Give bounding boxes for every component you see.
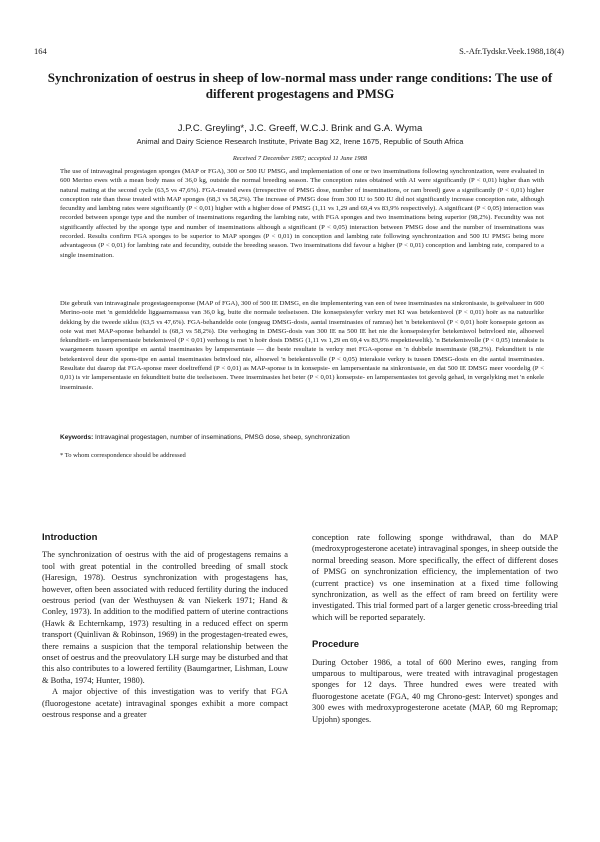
keywords [60,434,544,441]
introduction-paragraph-1: The synchronization of oestrus with the aid of progestagens remains a tool with great potential in the controlled breeding of small stock (Haresign, 1978). Oestrus synchronization with progestagens has, however, often been associated with reduced fertility during the induced oestrous period (van der Westhuysen & van Niekerk 1971; Hand & Conley, 1973). In addition to the modified pattern of uterine contractions (Hawk & Echternkamp, 1973) resulting in a reduced effect on sperm transport (Quinlivan & Robinson, 1969) in the progestagen-treated ewes, there remains a suspicion that the temporal relationship between the onset of oestrus and the preovulatory LH surge may be disturbed and that this also contributes to a lowered fertility (Baumgartner, Lishman, Louw & Botha, 1974; Hunter, 1980). [42,550,288,685]
introduction-paragraph-2-continued: conception rate following sponge withdrawal, than do MAP (medroxyprogesterone acetate) intravaginal sponges, in sheep outside the normal breeding season. More specifically, the effect of different doses of PMSG on synchronization efficiency, the implementation of two (current practice) vs one insemination at a fixed time following synchronization, as well as the effect of ram breed on fertility were investigated. This trial formed part of a larger genetic cross-breeding trial which will be reported separately. [312,533,558,622]
correspondence-footnote: * To whom correspondence should be addressed [60,452,186,459]
authors: J.P.C. Greyling*, J.C. Greeff, W.C.J. Brink and G.A. Wyma [177,123,423,134]
procedure-paragraph-1: During October 1986, a total of 600 Merino ewes, ranging from umparous to multiparous, were treated with intravaginal progestagen sponges for 12 days. Three hundred ewes were treated with fluorogestone acetate (FGA, 40 mg Chrono-gest: Intervet) sponges and 300 ewes with medroxyprogesterone acetate (MAP, 60 mg Repromap; Upjohn) sponges. [312,657,558,724]
abstract-afrikaans: Die gebruik van intravaginale progestageensponse (MAP of FGA), 300 of 500 IE DMSG, en die implementering van een of twee inseminasies na sinkronisasie, is geëvalueer in 600 Merino-ooie met 'n gemiddelde liggaamsmassa van 36,0 kg, buite die normale teelseisoen. Die konsepsiesyfer verkry met KI was betekenisvol (P < 0,01) hoër as na natuurlike dekking by die tweede siklus (63,5 vs 47,6%). FGA-behandelde ooie (ongeag DMSG-dosis, aantal inseminasies of ramras) het 'n betekenisvol (P < 0,01) hoër konsepsie getoon as ooie wat met MAP-sponse behandel is (68,3 vs 58,2%). Die verhoging in DMSG-dosis van 300 IE na 500 IE het nie die konsepsiesyfer betekenisvol beïnvloed nie, alhoewel fekunditeit- en lampersentasie betekenisvol (P < 0,01) verhoog is met 'n hoër dosis DMSG (1,11 vs 1,29 en 69,4 vs 83,9% respektiewelik). 'n Betekenisvolle (P < 0,05) interaksie is waargeneem tussen spontipe en aantal inseminasies by lampersentasie — die beste resultate is verkry met FGA-sponse en 'n dubbele inseminasie (98,2%). Fekunditeit is nie betekenisvol deur die spons-tipe en aantal inseminasies beïnvloed nie, alhoewel 'n betekenisvolle (P < 0,05) interaksie verkry is tussen DMSG-dosis en die aantal inseminasies. Resultate dui daarop dat FGA-sponse meer doeltreffend (P < 0,01) as MAP-sponse is in konsepsie- en lampersentasie na sinkronisasie, en dat 500 IE DMSG meer voordelig (P < 0,01) is vir lampersentasie en fekunditeit buite die teelseisoen. Twee inseminasies het beter (P < 0,01) konsepsie- en lampersentasies tot gevolg gehad, in vergelyking met 'n enkele inseminasie. [60,300,544,391]
keywords-text: Intravaginal progestagen, number of inseminations, PMSG dose, sheep, synchronization [95,434,350,441]
received-dates: Received 7 December 1987; accepted 11 June 1988 [232,155,368,162]
paper-title: Synchronization of oestrus in sheep of low-normal mass under range conditions: The use of different progestagens and PMSG [47,70,553,101]
affiliation: Animal and Dairy Science Research Institute, Private Bag X2, Irene 1675, Republic of South Africa [136,137,464,146]
right-column [312,532,558,725]
introduction-paragraph-2: A major objective of this investigation was to verify that FGA (fluorogestone acetate) intravaginal sponges exhibit a more compact oestrous response and a greater [42,687,288,720]
procedure-heading: Procedure [312,639,359,651]
keywords-label: Keywords: [60,434,94,441]
left-column [42,532,288,721]
introduction-heading: Introduction [42,532,98,543]
journal-reference: S.-Afr.Tydskr.Veek.1988,18(4) [459,46,564,56]
page-number: 164 [34,46,47,56]
abstract-english: The use of intravaginal progestagen sponges (MAP or FGA), 300 or 500 IU PMSG, and implementation of one or two inseminations following synchronization, were evaluated in 600 Merino ewes with a mean body mass of 36,0 kg, outside the normal breeding season. The conception rates obtained with AI were significantly (P < 0,01) higher than with natural mating at the second cycle (63,5 vs 47,6%). FGA-treated ewes (irrespective of PMSG dose, number of inseminations, or ram breed) gave a significantly (P < 0,01) higher conception rate than those treated with MAP sponges (68,3 vs 58,2%). The increase of PMSG dose from 300 IU to 500 IU did not significantly increase conception rate, although fecundity and lambing rates were significantly (P < 0,01) higher with a higher dose of PMSG (1,11 vs 1,29 and 69,4 vs 83,9% respectively). A significant (P < 0,05) interaction was recorded between sponge type and the number of inseminations regarding the lambing rate, with FGA sponges and two inseminations being superior (98,2%). Fecundity was not significantly affected by the sponge type and number of inseminations although a significant (P < 0,05) interaction between PMSG dose and the number of inseminations was recorded. Results confirm FGA sponges to be superior to MAP sponges (P < 0,01) in conception and lambing rate following synchronization and 500 IU PMSG being more advantageous (P < 0,01) for lambing rate and fecundity, outside the breeding season. Two inseminations did favour a higher (P < 0,01) conception and lambing rate, compared to a single insemination. [60,168,544,259]
